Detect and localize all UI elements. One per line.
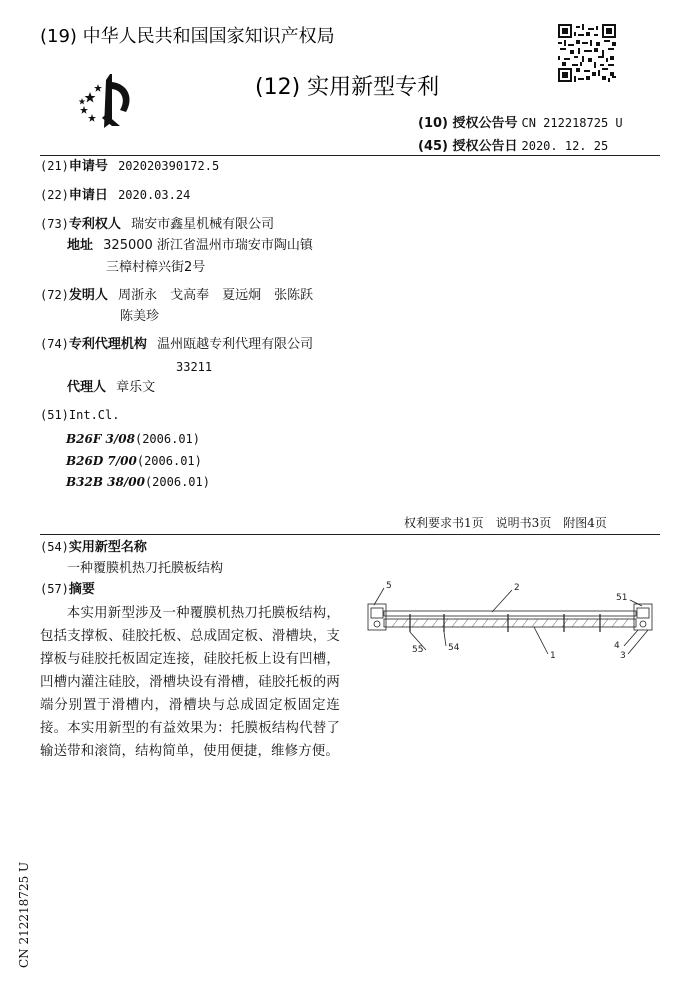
address-line-2: 三樟村樟兴街2号 [106,260,206,275]
grant-pub-number-row [418,112,623,131]
support-plate [384,619,636,627]
address-row: 地址 325000 浙江省温州市瑞安市陶山镇 [67,238,313,253]
drawing-label-4: 4 [614,641,620,651]
agency-row: (74)专利代理机构 温州瓯越专利代理有限公司 [40,337,314,352]
inventors-row: (72)发明人 周浙永 戈高奉 夏远炯 张陈跃 [40,288,314,303]
right-slide-block-inner [637,608,649,618]
grant-pub-number-label: (10) 授权公告号 [418,116,518,131]
application-number-row: (21)申请号 202020390172.5 [40,159,220,174]
page-counts: 权利要求书1页 说明书3页 附图4页 [404,516,607,530]
section-divider [40,534,660,535]
drawing-label-1: 1 [550,651,556,661]
agency-name: 温州瓯越专利代理有限公司 [157,337,314,352]
agency-number: 33211 [176,360,213,374]
application-date-row: (22)申请日 2020.03.24 [40,188,191,203]
address-line-1: 325000 浙江省温州市瑞安市陶山镇 [103,238,313,253]
application-date: 2020.03.24 [118,188,191,202]
grant-pub-date: 2020. 12. 25 [521,139,609,153]
grant-pub-number: CN 212218725 U [521,116,623,130]
cnipa-emblem-logo [76,70,138,130]
drawing-label-3: 3 [620,651,626,661]
qr-code [558,24,616,82]
grant-pub-date-row [418,135,608,154]
utility-model-title: 一种覆膜机热刀托膜板结构 [67,561,224,576]
left-slide-block-inner [371,608,383,618]
drawing-label-51: 51 [616,593,628,603]
drawing-label-2: 2 [514,583,520,593]
ipc-class-1: B26F 3/08(2006.01) [66,432,201,446]
ipc-class-2: B26D 7/00(2006.01) [66,454,202,468]
inventors-line-1: 周浙永 戈高奉 夏远炯 张陈跃 [118,288,314,303]
application-number: 202020390172.5 [118,159,220,173]
ipc-class-3: B32B 38/00(2006.01) [66,475,210,489]
header-divider [40,155,660,156]
abstract-heading: (57)摘要 [40,582,95,597]
inventors-line-2: 陈美珍 [120,309,160,324]
representative-drawing [362,578,662,664]
drawing-label-55: 55 [412,645,424,655]
abstract-text: 本实用新型涉及一种覆膜机热刀托膜板结构，包括支撑板、硅胶托板、总成固定板、滑槽块，支撑板与硅胶托板固定连接，硅胶托板上设有凹槽，凹槽内灌注硅胶，滑槽块设有滑槽，硅胶托板的两端分别置于滑槽内，滑槽块与总成固定板固定连接。本实用新型的有益效果为：托膜板结构代替了输送带和滚筒，结构简单，使用便捷，维修方便。 [40,606,340,759]
drawing-label-54: 54 [448,643,460,653]
film-plate [384,611,636,616]
ipc-header-row: (51)Int.Cl. [40,408,120,422]
grant-pub-date-label: (45) 授权公告日 [418,139,518,154]
patentee-name: 瑞安市鑫星机械有限公司 [131,217,275,232]
side-publication-number: CN 212218725 U [17,861,31,968]
agent-row: 代理人 章乐文 [67,380,156,395]
issuing-office: (19) 中华人民共和国国家知识产权局 [40,26,335,47]
utility-model-title-heading: (54)实用新型名称 [40,540,147,555]
drawing-label-5: 5 [386,581,392,591]
agent-name: 章乐文 [116,380,156,395]
patent-type-title: (12) 实用新型专利 [255,75,440,100]
patentee-row: (73)专利权人 瑞安市鑫星机械有限公司 [40,217,275,232]
